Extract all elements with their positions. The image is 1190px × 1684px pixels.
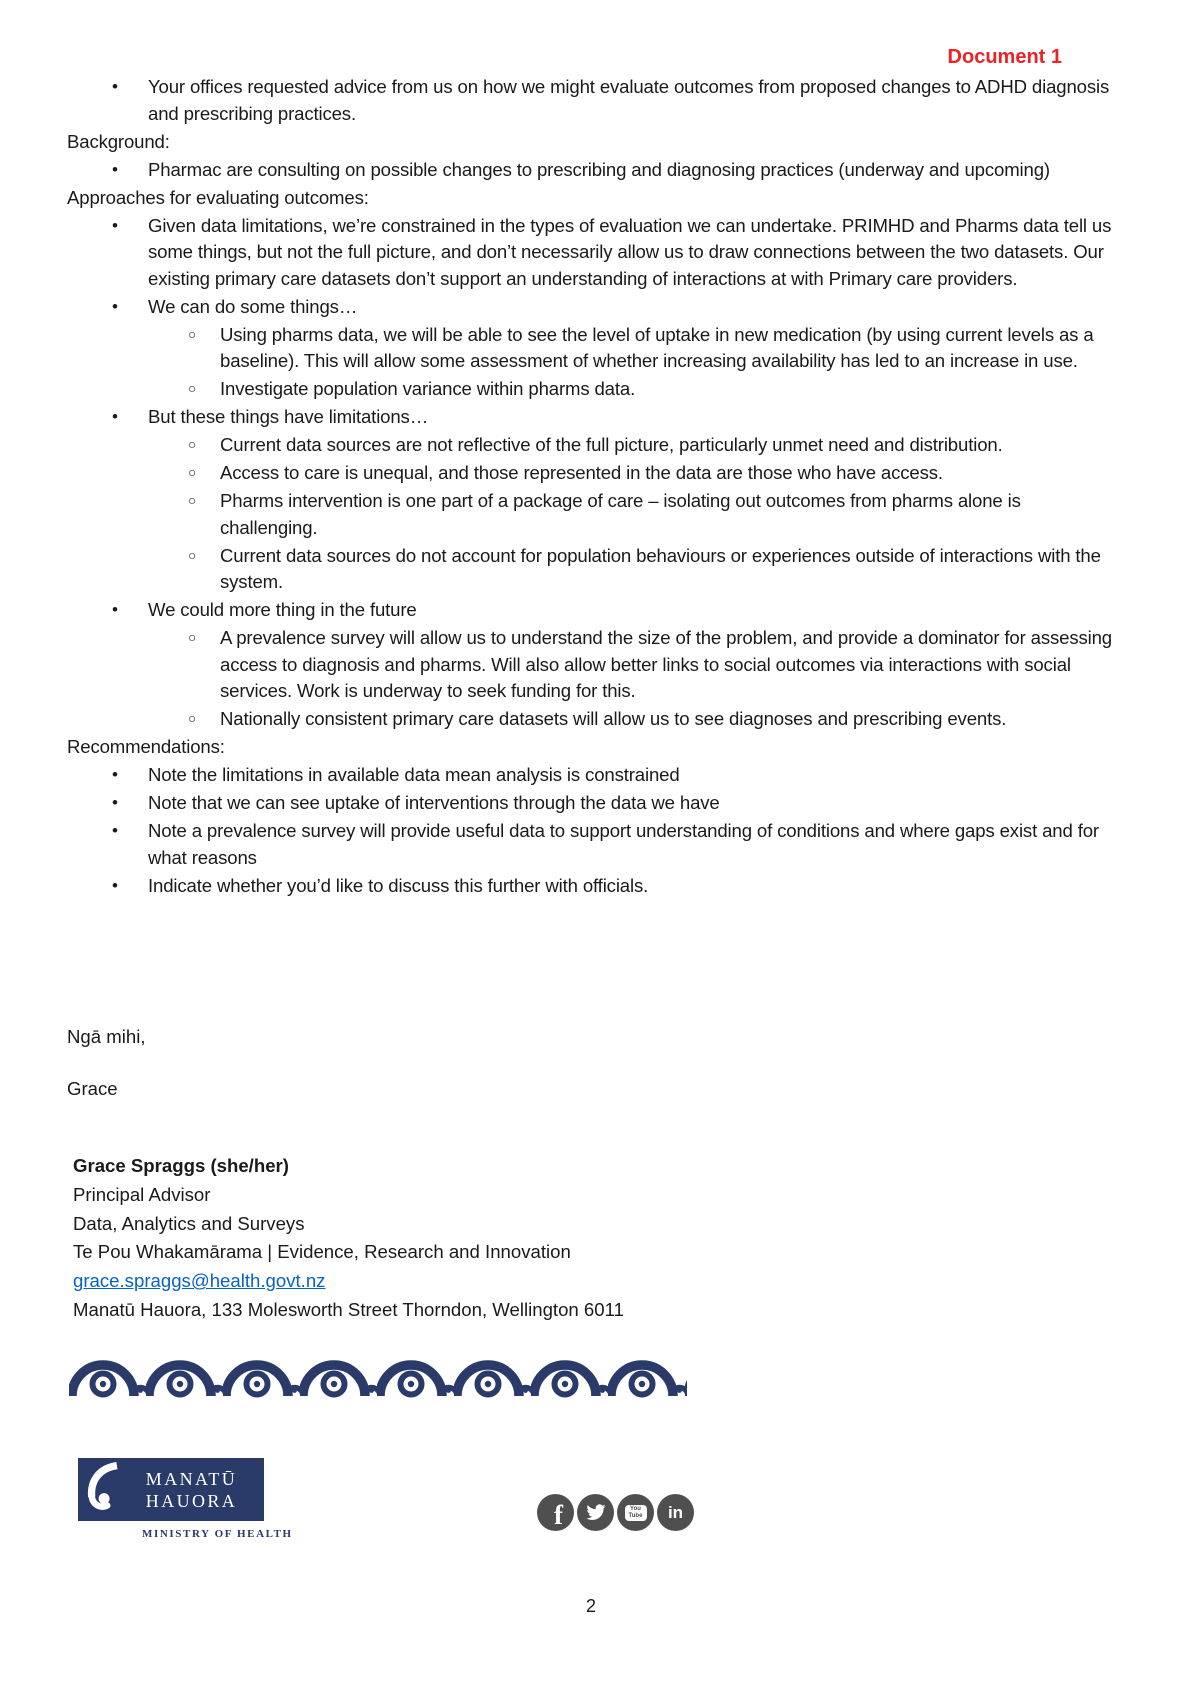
bullet-marker: ○ — [188, 326, 197, 342]
manatu-hauora-logo — [78, 1458, 293, 1540]
logo-wordmark-line2: HAUORA — [145, 1490, 238, 1511]
signature-email-line — [73, 1267, 624, 1296]
bullet-item — [67, 157, 1115, 184]
sub-bullet-item — [67, 706, 1115, 733]
signature-group: Te Pou Whakamārama | Evidence, Research and Innovation — [73, 1241, 571, 1263]
text-run: We can do some things… — [148, 295, 358, 317]
youtube-box-glyph — [625, 1505, 647, 1521]
text-run: Pharmac are consulting on possible changes to prescribing and diagnosing practices (underway and upcoming) — [148, 158, 1050, 180]
social-icons — [537, 1494, 694, 1531]
text-run: Background: — [67, 130, 170, 152]
text-run: Nationally consistent primary care datasets will allow us to see diagnoses and prescribing events. — [220, 708, 1007, 729]
bullet-marker: • — [112, 296, 118, 316]
sub-bullet-item — [67, 488, 1115, 541]
bullet-marker: • — [112, 793, 118, 812]
closing-salutation: Ngā mihi, — [67, 1026, 146, 1047]
email-link[interactable]: grace.spraggs@health.govt.nz — [73, 1270, 326, 1292]
facebook-f-glyph: f — [554, 1500, 563, 1530]
twitter-icon[interactable] — [577, 1494, 614, 1531]
logo-subtitle: MINISTRY OF HEALTH — [142, 1528, 293, 1540]
bullet-item — [67, 404, 1115, 431]
logo-wordmark-line1: MANATŪ — [145, 1468, 238, 1489]
bullet-marker: ○ — [188, 437, 197, 452]
koru-fern-icon — [83, 1462, 127, 1517]
text-run: Investigate population variance within pharms data. — [220, 378, 636, 399]
page-number: 2 — [585, 1596, 596, 1616]
paragraph — [67, 185, 1115, 212]
bullet-marker: • — [112, 159, 118, 179]
signature-block — [73, 1152, 624, 1325]
bullet-marker: • — [112, 821, 118, 840]
signature-name: Grace Spraggs (she/her) — [73, 1155, 289, 1176]
bullet-marker: • — [112, 875, 118, 895]
koru-border-decoration — [69, 1348, 687, 1403]
bullet-marker: ○ — [188, 711, 197, 726]
twitter-bird-glyph — [585, 1502, 606, 1523]
bullet-item — [67, 762, 1115, 789]
youtube-icon[interactable] — [617, 1494, 654, 1531]
sub-bullet-item — [67, 543, 1115, 596]
signature-address: Manatū Hauora, 133 Molesworth Street Thorndon, Wellington 6011 — [73, 1298, 624, 1320]
logo-box — [78, 1458, 264, 1521]
sub-bullet-item — [67, 376, 1115, 403]
bullet-marker: ○ — [188, 465, 197, 480]
text-run: Your offices requested advice from us on how we might evaluate outcomes from proposed changes to ADHD diagnosis and prescribing practices. — [148, 76, 1110, 124]
text-run: Recommendations: — [67, 736, 225, 757]
text-run: Given data limitations, we’re constrained in the types of evaluation we can undertake. PRIMHD and Pharms data tell us some things, but not the full picture, and don’t necessarily allow us to draw connections between the two datasets. Our existing primary care datasets don’t support an understanding of interactions at with Primary care providers. — [148, 214, 1112, 289]
text-run: Note a prevalence survey will provide useful data to support understanding of conditions and where gaps exist and for what reasons — [148, 820, 1099, 868]
bullet-marker: • — [112, 407, 118, 426]
bullet-marker: • — [112, 77, 118, 96]
text-run: Access to care is unequal, and those represented in the data are those who have access. — [220, 462, 943, 483]
sub-bullet-item — [67, 460, 1115, 487]
linkedin-in-glyph: in — [667, 1502, 684, 1522]
bullet-marker: • — [112, 765, 118, 784]
youtube-text-line2: Tube — [628, 1512, 643, 1519]
text-run: Current data sources do not account for population behaviours or experiences outside of interactions with the system. — [220, 544, 1101, 592]
text-run: But these things have limitations… — [148, 406, 429, 427]
bullet-item — [67, 597, 1115, 624]
text-run: Approaches for evaluating outcomes: — [67, 186, 369, 208]
bullet-item — [67, 790, 1115, 817]
text-run: Note that we can see uptake of interventions through the data we have — [148, 792, 720, 813]
text-run: Current data sources are not reflective of the full picture, particularly unmet need and distribution. — [220, 434, 1003, 455]
paragraph — [67, 734, 1115, 761]
linkedin-icon[interactable] — [657, 1494, 694, 1531]
sub-bullet-item — [67, 322, 1115, 375]
text-run: Using pharms data, we will be able to see the level of uptake in new medication (by using current levels as a baseline). This will allow some assessment of whether increasing availability has led to an increase in use. — [220, 323, 1094, 371]
text-run: A prevalence survey will allow us to understand the size of the problem, and provide a dominator for assessing access to diagnosis and pharms. Will also allow better links to social outcomes via interactions with social services. Work is underway to seek funding for this. — [220, 627, 1112, 701]
facebook-icon[interactable] — [537, 1494, 574, 1531]
bullet-marker: ○ — [188, 547, 197, 563]
text-run: Indicate whether you’d like to discuss this further with officials. — [148, 874, 649, 896]
text-run: We could more thing in the future — [148, 599, 417, 620]
bullet-item — [67, 213, 1115, 293]
text-run: Pharms intervention is one part of a package of care – isolating out outcomes from pharms alone is challenging. — [220, 490, 1021, 538]
bullet-marker: ○ — [188, 630, 197, 645]
document-label: Document 1 — [947, 46, 1062, 68]
bullet-marker: • — [112, 600, 118, 619]
bullet-item — [67, 74, 1115, 127]
bullet-item — [67, 294, 1115, 321]
bullet-marker: • — [112, 215, 118, 235]
paragraph — [67, 129, 1115, 156]
sub-bullet-item — [67, 625, 1115, 705]
bullet-item — [67, 873, 1115, 900]
bullet-item — [67, 818, 1115, 871]
body-blocks — [67, 74, 1115, 901]
youtube-text-line1: You — [630, 1506, 641, 1512]
logo-wordmark — [127, 1468, 256, 1512]
closing-name: Grace — [67, 1078, 118, 1099]
bullet-marker: ○ — [188, 381, 197, 396]
signature-team: Data, Analytics and Surveys — [73, 1212, 305, 1234]
text-run: Note the limitations in available data mean analysis is constrained — [148, 764, 680, 785]
sub-bullet-item — [67, 432, 1115, 459]
bullet-marker: ○ — [188, 493, 197, 508]
signature-title: Principal Advisor — [73, 1183, 211, 1205]
